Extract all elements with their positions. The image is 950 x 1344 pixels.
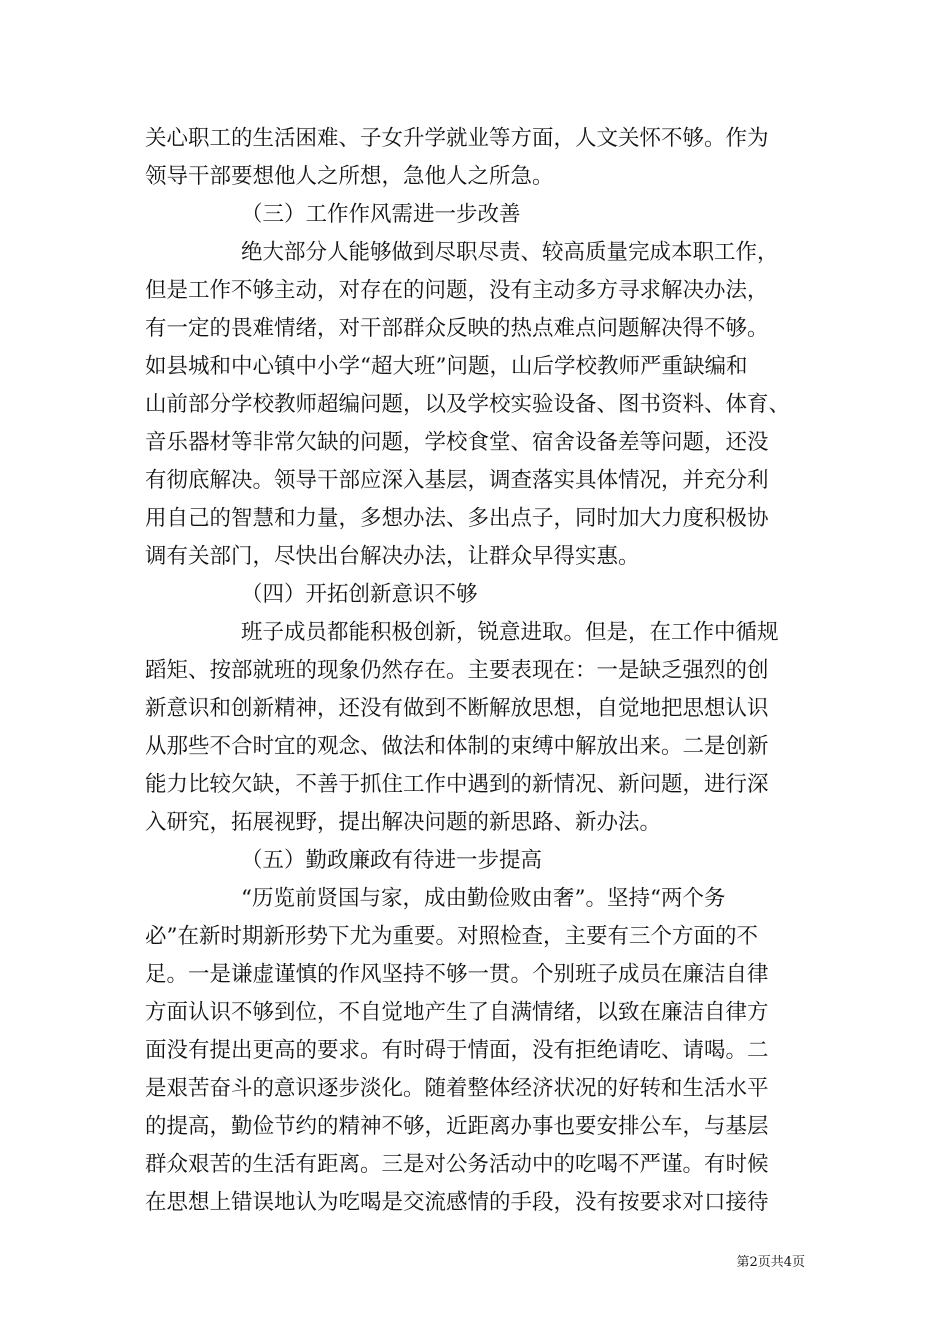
text-line: 蹈矩、按部就班的现象仍然存在。主要表现在：一是缺乏强烈的创 [145,658,769,683]
text-line: 音乐器材等非常欠缺的问题，学校食堂、宿舍设备差等问题，还没 [145,430,769,455]
paragraph-first-line: 绝大部分人能够做到尽职尽责、较高质量完成本职工作， [241,240,779,265]
text-line: 从那些不合时宜的观念、做法和体制的束缚中解放出来。二是创新 [145,734,769,759]
text-line: 方面认识不够到位，不自觉地产生了自满情绪，以致在廉洁自律方 [145,1000,769,1025]
text-line: 山前部分学校教师超编问题，以及学校实验设备、图书资料、体育、 [145,392,791,417]
text-line: 新意识和创新精神，还没有做到不断解放思想，自觉地把思想认识 [145,696,769,721]
paragraph-first-line: “历览前贤国与家，成由勤俭败由奢”。坚持“两个务 [241,886,726,911]
section-heading-5: （五）勤政廉政有待进一步提高 [241,848,543,873]
section-heading-3: （三）工作作风需进一步改善 [241,202,521,227]
text-line: 入研究，拓展视野，提出解决问题的新思路、新办法。 [145,810,662,835]
text-line: 足。一是谦虚谨慎的作风坚持不够一贯。个别班子成员在廉洁自律 [145,962,769,987]
text-line: 如县城和中心镇中小学“超大班”问题，山后学校教师严重缺编和 [145,354,748,379]
text-line: 调有关部门，尽快出台解决办法，让群众早得实惠。 [145,544,640,569]
text-line: 群众艰苦的生活有距离。三是对公务活动中的吃喝不严谨。有时候 [145,1152,769,1177]
text-line: 用自己的智慧和力量，多想办法、多出点子，同时加大力度积极协 [145,506,769,531]
page-number-footer: 第2页共4页 [736,1255,805,1270]
text-line: 关心职工的生活困难、子女升学就业等方面，人文关怀不够。作为 [145,126,769,151]
text-line: 面没有提出更高的要求。有时碍于情面，没有拒绝请吃、请喝。二 [145,1038,769,1063]
text-line: 能力比较欠缺，不善于抓住工作中遇到的新情况、新问题，进行深 [145,772,769,797]
section-heading-4: （四）开拓创新意识不够 [241,582,478,607]
text-line: 但是工作不够主动，对存在的问题，没有主动多方寻求解决办法， [145,278,769,303]
text-line: 必”在新时期新形势下尤为重要。对照检查，主要有三个方面的不 [145,924,758,949]
text-line: 的提高，勤俭节约的精神不够，近距离办事也要安排公车，与基层 [145,1114,769,1139]
text-line: 有一定的畏难情绪，对干部群众反映的热点难点问题解决得不够。 [145,316,769,341]
text-line: 领导干部要想他人之所想，急他人之所急。 [145,164,554,189]
paragraph-first-line: 班子成员都能积极创新，锐意进取。但是，在工作中循规 [241,620,779,645]
text-line: 是艰苦奋斗的意识逐步淡化。随着整体经济状况的好转和生活水平 [145,1076,769,1101]
text-line: 有彻底解决。领导干部应深入基层，调查落实具体情况，并充分利 [145,468,769,493]
text-line: 在思想上错误地认为吃喝是交流感情的手段，没有按要求对口接待 [145,1190,769,1215]
